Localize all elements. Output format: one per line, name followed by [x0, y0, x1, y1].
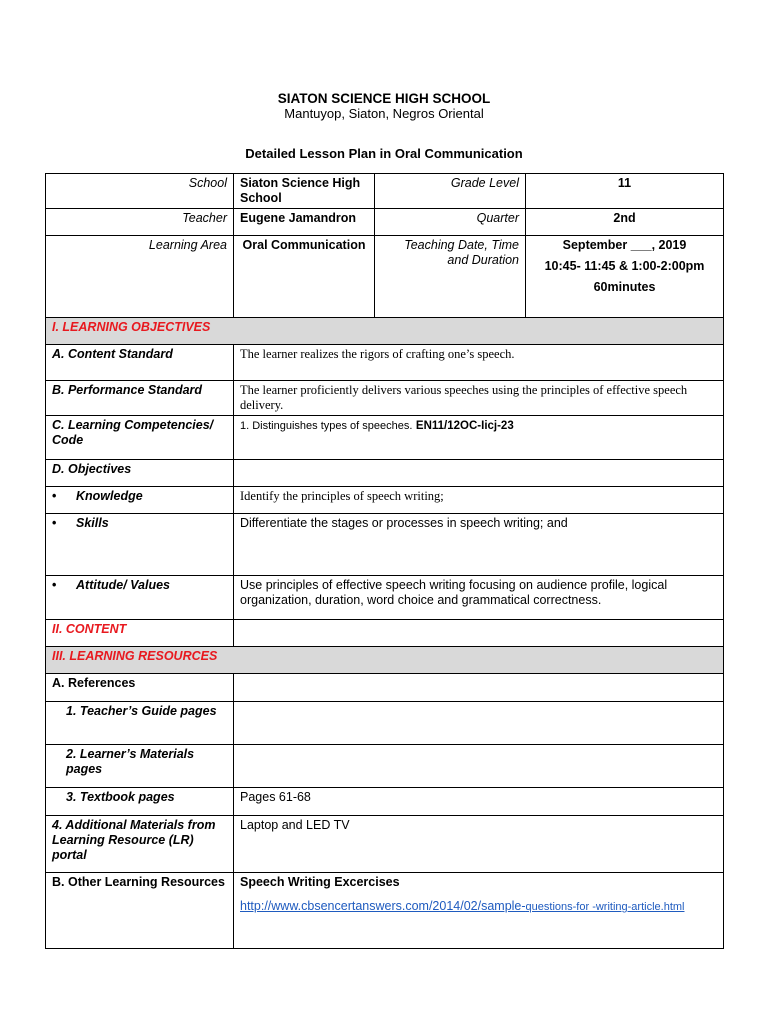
school-address: Mantuyop, Siaton, Negros Oriental — [284, 106, 484, 121]
teacher-label: Teacher — [46, 209, 234, 236]
time-value: 10:45- 11:45 & 1:00-2:00pm — [544, 259, 705, 273]
performance-standard-label: B. Performance Standard — [46, 381, 234, 416]
bullet-icon: • — [52, 578, 57, 592]
textbook-value: Pages 61-68 — [234, 788, 724, 816]
knowledge-label: Knowledge — [76, 489, 143, 503]
lm-label-cell — [46, 745, 234, 788]
grade-label: Grade Level — [375, 174, 526, 209]
info-row-teacher — [46, 209, 724, 236]
competencies-code: EN11/12OC-Iicj-23 — [415, 420, 514, 432]
skills-row — [46, 514, 724, 576]
objectives-empty-cell — [234, 460, 724, 487]
resources-heading-row — [46, 647, 724, 674]
tg-empty-cell — [234, 702, 724, 745]
competencies-cell — [234, 416, 724, 460]
attitude-label-cell — [46, 576, 234, 620]
tg-label-cell — [46, 702, 234, 745]
references-empty-cell — [234, 674, 724, 702]
knowledge-row — [46, 487, 724, 514]
bullet-icon: • — [52, 516, 57, 530]
competencies-value: 1. Distinguishes types of speeches. — [240, 420, 413, 432]
objectives-heading-row — [46, 318, 724, 345]
bullet-icon: • — [52, 489, 57, 503]
knowledge-label-cell — [46, 487, 234, 514]
date-time-cell — [526, 236, 724, 318]
lm-empty-cell — [234, 745, 724, 788]
textbook-label-cell — [46, 788, 234, 816]
school-name: SIATON SCIENCE HIGH SCHOOL — [277, 91, 491, 106]
performance-standard-row — [46, 381, 724, 416]
quarter-label: Quarter — [375, 209, 526, 236]
resources-heading: III. LEARNING RESOURCES — [46, 647, 724, 674]
content-empty-cell — [234, 620, 724, 647]
skills-value: Differentiate the stages or processes in speech writing; and — [234, 514, 724, 576]
additional-value: Laptop and LED TV — [234, 816, 724, 873]
attitude-label: Attitude/ Values — [76, 578, 170, 592]
content-heading: II. CONTENT — [46, 620, 234, 647]
other-link-part1[interactable]: http://www.cbsencertanswers.com/2014/02/sample- — [240, 899, 526, 913]
other-link[interactable] — [240, 897, 717, 916]
objectives-label: D. Objectives — [46, 460, 234, 487]
teacher-value: Eugene Jamandron — [234, 209, 375, 236]
lm-row — [46, 745, 724, 788]
other-link-part2[interactable]: questions-for -writing-article.html — [525, 901, 685, 913]
school-label: School — [46, 174, 234, 209]
info-row-area — [46, 236, 724, 318]
performance-standard-value: The learner proficiently delivers various speeches using the principles of effective speech delivery. — [234, 381, 724, 416]
content-standard-label: A. Content Standard — [46, 345, 234, 381]
other-title: Speech Writing Excercises — [240, 875, 400, 889]
skills-label: Skills — [76, 516, 109, 530]
quarter-value: 2nd — [526, 209, 724, 236]
content-row — [46, 620, 724, 647]
tg-label: 1. Teacher’s Guide pages — [66, 704, 217, 718]
other-resources-row — [46, 873, 724, 949]
lesson-plan-table — [45, 173, 724, 949]
area-label: Learning Area — [46, 236, 234, 318]
knowledge-value: Identify the principles of speech writing; — [234, 487, 724, 514]
plan-title: Detailed Lesson Plan in Oral Communication — [245, 146, 523, 161]
competencies-label: C. Learning Competencies/ Code — [46, 416, 234, 460]
tg-row — [46, 702, 724, 745]
references-row — [46, 674, 724, 702]
attitude-row — [46, 576, 724, 620]
school-value: Siaton Science High School — [234, 174, 375, 209]
objectives-heading: I. LEARNING OBJECTIVES — [46, 318, 724, 345]
date-value: September ___, 2019 — [562, 238, 687, 252]
date-label: Teaching Date, Time and Duration — [375, 236, 526, 318]
additional-label: 4. Additional Materials from Learning Resource (LR) portal — [52, 818, 216, 862]
other-label: B. Other Learning Resources — [46, 873, 234, 949]
duration-value: 60minutes — [593, 280, 656, 294]
additional-label-cell — [46, 816, 234, 873]
skills-label-cell — [46, 514, 234, 576]
area-value: Oral Communication — [234, 236, 375, 318]
textbook-label: 3. Textbook pages — [66, 790, 175, 804]
other-resources-cell — [234, 873, 724, 949]
grade-value: 11 — [526, 174, 724, 209]
attitude-value: Use principles of effective speech writing focusing on audience profile, logical organization, duration, word choice and grammatical correctness. — [234, 576, 724, 620]
lm-label: 2. Learner’s Materials pages — [66, 747, 195, 776]
competencies-row — [46, 416, 724, 460]
additional-row — [46, 816, 724, 873]
info-row-school — [46, 174, 724, 209]
content-standard-row — [46, 345, 724, 381]
objectives-label-row — [46, 460, 724, 487]
references-label: A. References — [46, 674, 234, 702]
content-standard-value: The learner realizes the rigors of crafting one’s speech. — [234, 345, 724, 381]
textbook-row — [46, 788, 724, 816]
